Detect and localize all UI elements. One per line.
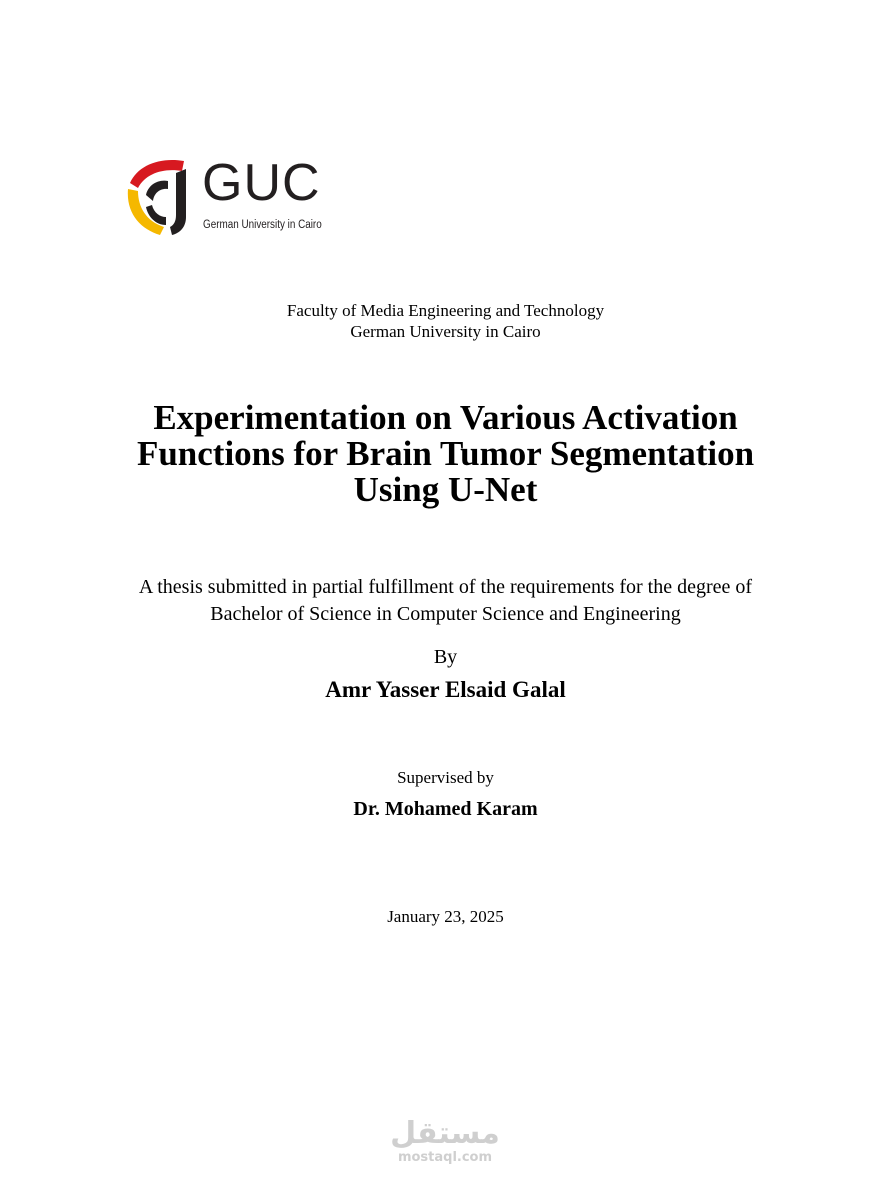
mostaql-watermark <box>385 1118 505 1168</box>
author-name: Amr Yasser Elsaid Galal <box>325 677 566 702</box>
thesis-title <box>0 400 891 508</box>
title-line-1: Experimentation on Various Activation <box>153 398 738 437</box>
watermark-url: mostaql.com <box>397 1150 493 1165</box>
submission-date: January 23, 2025 <box>387 907 504 926</box>
submission-line-1: A thesis submitted in partial fulfillment of the requirements for the degree of <box>138 576 753 598</box>
submission-statement <box>0 574 891 628</box>
supervisor-name: Dr. Mohamed Karam <box>353 798 538 820</box>
supervised-by-label: Supervised by <box>397 768 494 787</box>
faculty-name: Faculty of Media Engineering and Technology <box>286 301 605 320</box>
by-label: By <box>433 646 458 668</box>
title-line-2: Functions for Brain Tumor Segmentation <box>136 434 755 473</box>
faculty-block <box>0 300 891 342</box>
submission-line-2: Bachelor of Science in Computer Science and Engineering <box>210 603 681 625</box>
logo-subtitle: German University in Cairo <box>203 219 322 231</box>
guc-logo <box>124 155 334 240</box>
title-line-3: Using U-Net <box>353 470 538 509</box>
watermark-logo: مستقل <box>390 1116 500 1151</box>
university-name: German University in Cairo <box>350 322 541 341</box>
guc-emblem-icon <box>124 155 194 237</box>
logo-text: GUC <box>202 154 321 212</box>
